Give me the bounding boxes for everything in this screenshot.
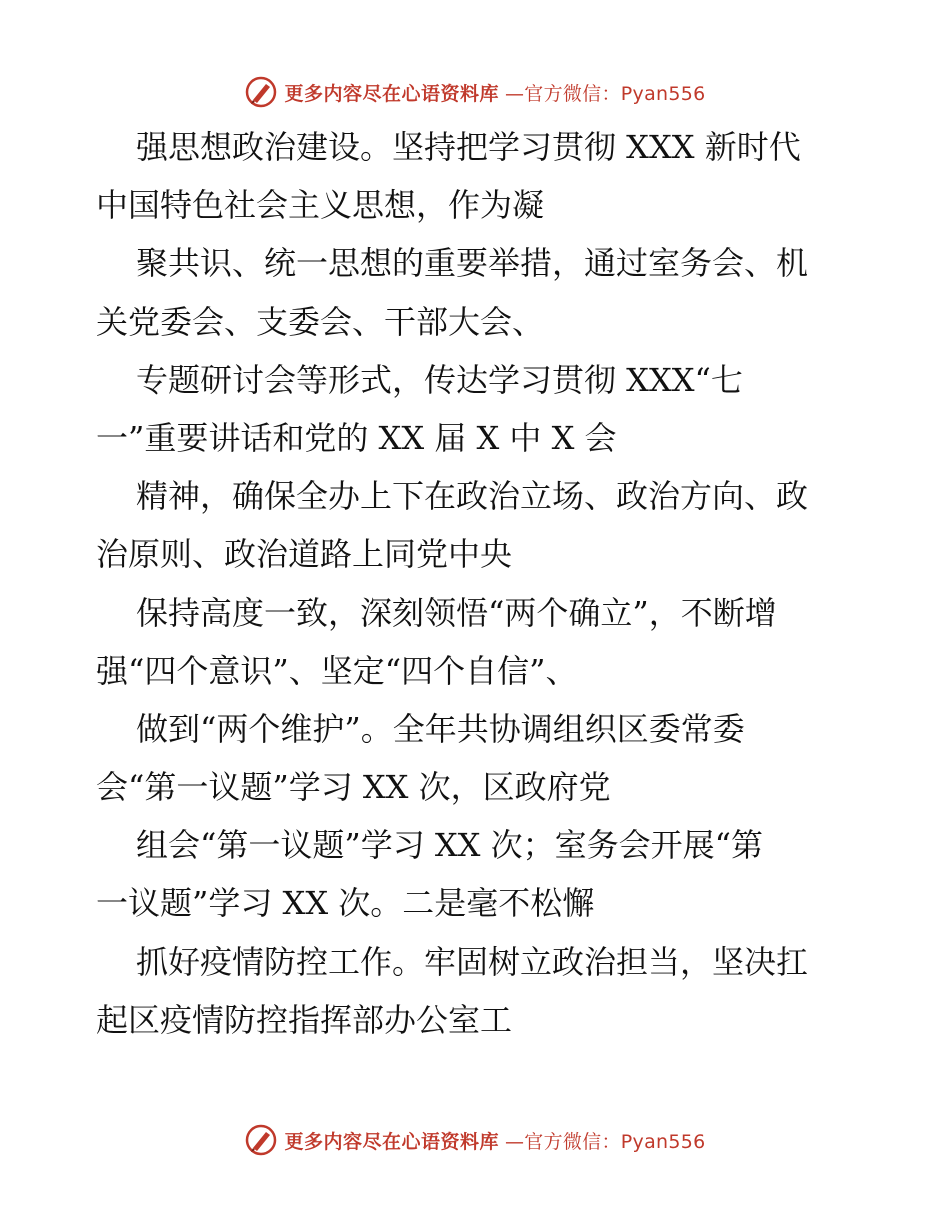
body-text-line: 组会“第一议题”学习 XX 次；室务会开展“第 — [136, 826, 763, 865]
body-text-line: 抓好疫情防控工作。牢固树立政治担当，坚决扛 — [136, 942, 809, 981]
pen-logo-icon — [244, 75, 278, 109]
body-text-line: 一议题”学习 XX 次。二是毫不松懈 — [96, 884, 595, 923]
body-text-line: 做到“两个维护”。全年共协调组织区委常委 — [136, 709, 745, 748]
body-text-line: 中国特色社会主义思想，作为凝 — [96, 186, 545, 225]
pen-logo-icon — [244, 1123, 278, 1157]
body-text-line: 精神，确保全办上下在政治立场、政治方向、政 — [136, 477, 809, 516]
body-text-line: 关党委会、支委会、干部大会、 — [96, 302, 545, 341]
body-text-line: 聚共识、统一思想的重要举措，通过室务会、机 — [136, 244, 809, 283]
body-text-line: 保持高度一致，深刻领悟“两个确立”，不断增 — [136, 593, 777, 632]
footer-watermark-banner — [0, 1120, 950, 1160]
body-text-line: 会“第一议题”学习 XX 次，区政府党 — [96, 768, 611, 807]
body-text-line: 起区疫情防控指挥部办公室工 — [96, 1000, 513, 1039]
body-text-line: 一”重要讲话和党的 XX 届 X 中 X 会 — [96, 418, 617, 457]
banner-suffix-text: —官方微信：Pyan556 — [504, 1130, 706, 1153]
banner-main-text: 更多内容尽在心语资料库 — [284, 1130, 499, 1153]
banner-suffix-text: —官方微信：Pyan556 — [504, 82, 706, 105]
document-body — [96, 118, 866, 1049]
header-watermark-banner — [0, 72, 950, 112]
body-text-line: 专题研讨会等形式，传达学习贯彻 XXX“七 — [136, 360, 743, 399]
banner-main-text: 更多内容尽在心语资料库 — [284, 82, 499, 105]
body-text-line: 强思想政治建设。坚持把学习贯彻 XXX 新时代 — [136, 128, 801, 166]
body-text-line: 治原则、政治道路上同党中央 — [96, 535, 513, 574]
body-text-line: 强“四个意识”、坚定“四个自信”、 — [96, 651, 578, 690]
